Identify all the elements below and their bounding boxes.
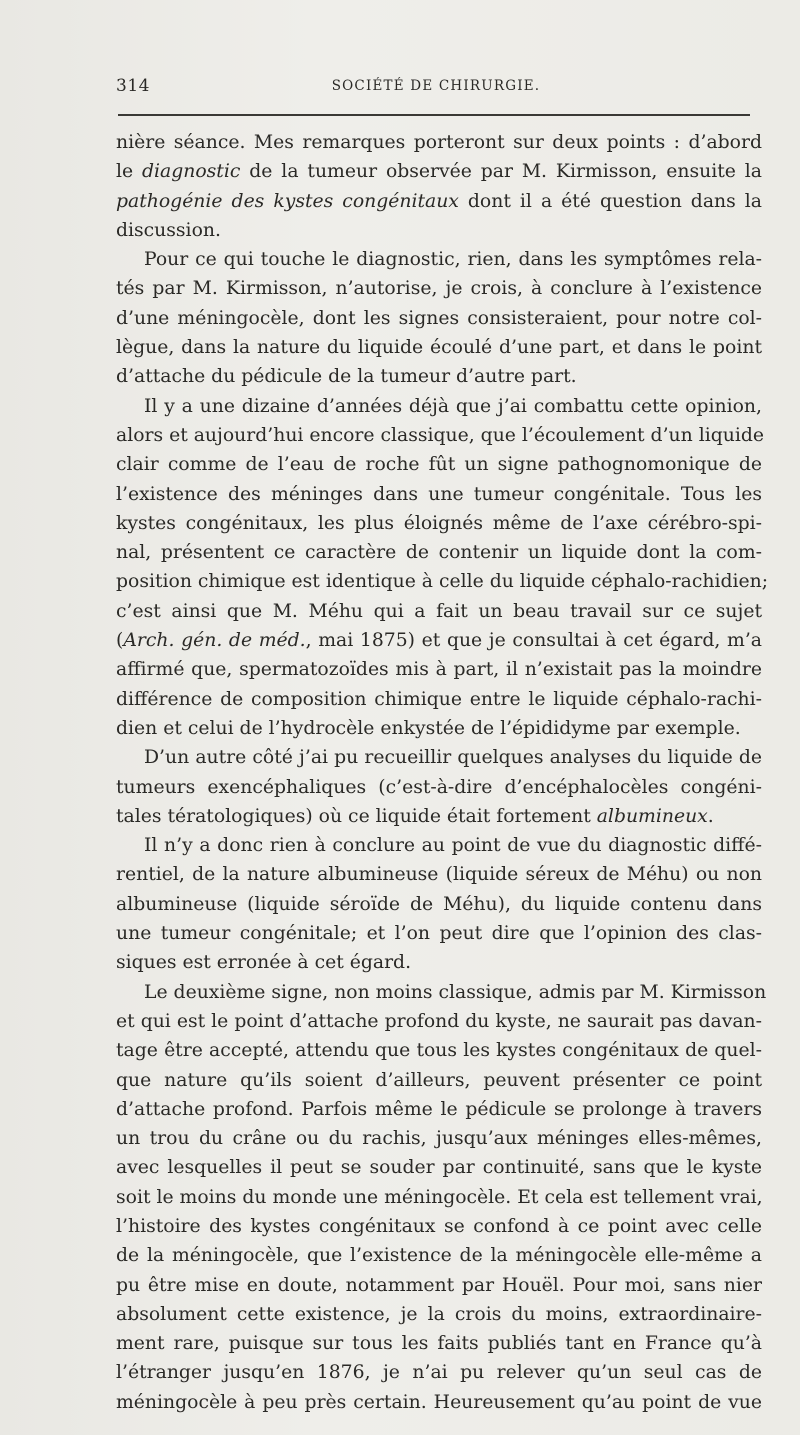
italic-run: Arch. gén. de méd.: [123, 630, 306, 652]
text-line: [116, 421, 762, 450]
text-line: [116, 948, 762, 977]
text-line: [116, 362, 762, 391]
header-rule: [118, 114, 750, 116]
text-line: [116, 626, 762, 655]
text-line: [116, 919, 762, 948]
text-run: différence de composition chimique entre le liquide céphalo-rachi-: [116, 688, 762, 710]
text-run: dont il a été question dans la: [458, 190, 762, 212]
text-run: c’est ainsi que M. Méhu qui a fait un beau travail sur ce sujet: [116, 600, 762, 622]
text-run: pu être mise en doute, notamment par Houël. Pour moi, sans nier: [116, 1274, 762, 1296]
text-run: d’une méningocèle, dont les signes consisteraient, pour notre col-: [116, 307, 762, 329]
text-run: ment rare, puisque sur tous les faits publiés tant en France qu’à: [116, 1333, 762, 1355]
text-line: [116, 245, 762, 274]
text-line: [116, 978, 767, 1007]
text-line: [116, 1358, 762, 1387]
text-line: [116, 304, 762, 333]
text-run: , mai 1875) et que je consultai à cet égard, m’a: [305, 630, 762, 652]
text-run: d’attache profond. Parfois même le pédicule se prolonge à travers: [116, 1098, 762, 1120]
text-line: [116, 714, 762, 743]
text-run: avec lesquelles il peut se souder par continuité, sans que le kyste: [116, 1157, 762, 1179]
text-run: alors et aujourd’hui encore classique, que l’écoulement d’un liquide: [116, 424, 764, 446]
text-run: méningocèle à peu près certain. Heureusement qu’au point de vue: [116, 1391, 762, 1413]
text-line: [116, 1388, 762, 1417]
text-line: [116, 450, 762, 479]
text-run: l’existence des méninges dans une tumeur congénitale. Tous les: [116, 483, 762, 505]
page-header: [116, 76, 756, 98]
text-line: [116, 1300, 762, 1329]
text-run: Pour ce qui touche le diagnostic, rien, dans les symptômes rela-: [144, 249, 762, 271]
text-run: l’histoire des kystes congénitaux se confond à ce point avec celle: [116, 1215, 762, 1237]
italic-run: pathogénie des kystes congénitaux: [116, 190, 459, 212]
text-line: [116, 480, 762, 509]
text-line: [116, 655, 762, 684]
text-run: discussion.: [116, 219, 221, 241]
text-run: rentiel, de la nature albumineuse (liquide séreux de Méhu) ou non: [116, 864, 762, 886]
text-line: [116, 1183, 762, 1212]
text-line: [116, 538, 762, 567]
text-run: le: [116, 161, 143, 183]
text-line: [116, 567, 769, 596]
text-line: [116, 274, 762, 303]
text-run: un trou du crâne ou du rachis, jusqu’aux méninges elles-mêmes,: [116, 1128, 762, 1150]
text-run: tage être accepté, attendu que tous les kystes congénitaux de quel-: [116, 1040, 762, 1062]
text-run: position chimique est identique à celle du liquide céphalo-rachidien;: [116, 571, 769, 593]
text-run: et qui est le point d’attache profond du kyste, ne saurait pas davan-: [116, 1010, 762, 1032]
text-line: [116, 392, 762, 421]
text-line: [116, 187, 762, 216]
text-run: siques est erronée à cet égard.: [116, 952, 412, 974]
text-run: dien et celui de l’hydrocèle enkystée de l’épididyme par exemple.: [116, 717, 741, 739]
text-run: affirmé que, spermatozoïdes mis à part, il n’existait pas la moindre: [116, 659, 762, 681]
text-run: D’un autre côté j’ai pu recueillir quelques analyses du liquide de: [144, 747, 762, 769]
text-run: Il n’y a donc rien à conclure au point de vue du diagnostic diffé-: [144, 835, 762, 857]
text-line: [116, 1153, 762, 1182]
text-run: lègue, dans la nature du liquide écoulé d’une part, et dans le point: [116, 337, 762, 359]
text-line: [116, 773, 762, 802]
body-text: [116, 128, 769, 1417]
text-line: [116, 831, 762, 860]
text-run: .: [707, 805, 714, 827]
text-line: [116, 1007, 762, 1036]
text-line: [116, 860, 762, 889]
text-line: [116, 1329, 762, 1358]
text-line: [116, 1124, 762, 1153]
text-line: [116, 1095, 762, 1124]
text-line: [116, 1212, 762, 1241]
text-run: albumineuse (liquide séroïde de Méhu), du liquide contenu dans: [116, 893, 762, 915]
text-line: [116, 685, 762, 714]
text-run: tales tératologiques) où ce liquide était fortement: [116, 805, 597, 827]
text-line: [116, 1271, 762, 1300]
text-line: [116, 128, 762, 157]
text-run: clair comme de l’eau de roche fût un signe pathognomonique de: [116, 454, 762, 476]
text-line: [116, 1241, 762, 1270]
text-run: tumeurs exencéphaliques (c’est-à-dire d’encéphalocèles congéni-: [116, 776, 762, 798]
text-line: [116, 216, 762, 245]
text-run: que nature qu’ils soient d’ailleurs, peuvent présenter ce point: [116, 1069, 762, 1091]
text-run: de la méningocèle, que l’existence de la méningocèle elle-même a: [116, 1245, 762, 1267]
running-title: SOCIÉTÉ DE CHIRURGIE.: [331, 78, 541, 94]
text-run: de la tumeur observée par M. Kirmisson, ensuite la: [240, 161, 762, 183]
text-line: [116, 890, 762, 919]
text-run: (: [116, 630, 124, 652]
text-run: kystes congénitaux, les plus éloignés même de l’axe cérébro-spi-: [116, 512, 762, 534]
text-run: Il y a une dizaine d’années déjà que j’ai combattu cette opinion,: [144, 395, 762, 417]
text-run: d’attache du pédicule de la tumeur d’autre part.: [116, 366, 577, 388]
text-line: [116, 1036, 762, 1065]
text-line: [116, 802, 762, 831]
text-run: nal, présentent ce caractère de contenir un liquide dont la com-: [116, 542, 762, 564]
text-line: [116, 157, 762, 186]
italic-run: diagnostic: [142, 161, 241, 183]
text-run: soit le moins du monde une méningocèle. Et cela est tellement vrai,: [116, 1186, 763, 1208]
text-run: Le deuxième signe, non moins classique, admis par M. Kirmisson: [144, 981, 767, 1003]
text-run: absolument cette existence, je la crois du moins, extraordinaire-: [116, 1303, 762, 1325]
text-line: [116, 1066, 762, 1095]
text-run: une tumeur congénitale; et l’on peut dire que l’opinion des clas-: [116, 923, 762, 945]
text-line: [116, 743, 762, 772]
text-line: [116, 509, 762, 538]
text-line: [116, 333, 762, 362]
italic-run: albumineux: [596, 805, 708, 827]
page-number: 314: [116, 76, 150, 96]
text-run: tés par M. Kirmisson, n’autorise, je crois, à conclure à l’existence: [116, 278, 762, 300]
text-run: l’étranger jusqu’en 1876, je n’ai pu relever qu’un seul cas de: [116, 1362, 762, 1384]
text-run: nière séance. Mes remarques porteront sur deux points : d’abord: [116, 132, 762, 153]
text-line: [116, 597, 762, 626]
